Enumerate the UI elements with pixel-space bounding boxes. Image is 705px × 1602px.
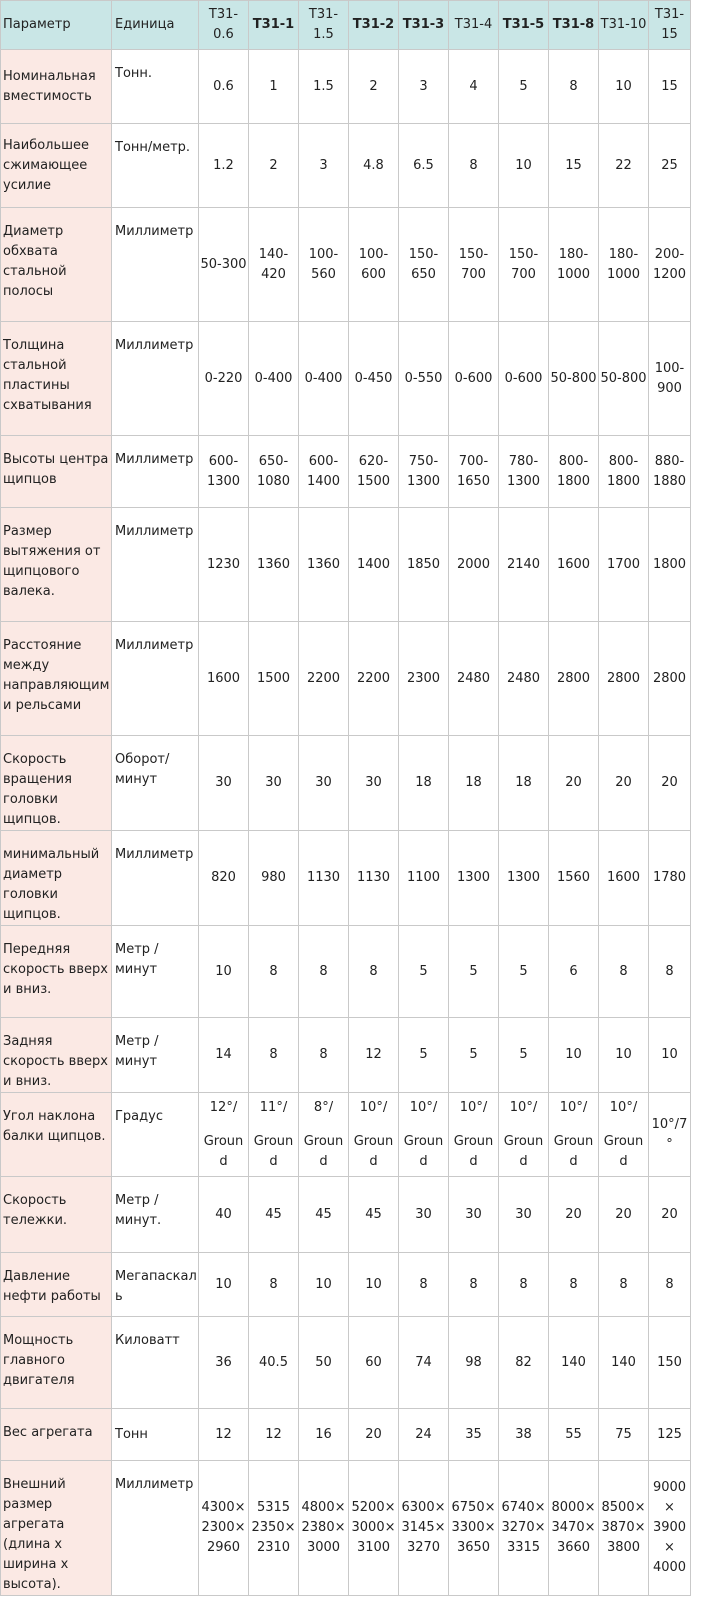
- row-param: Внешний размер агрегата (длина x ширина x высота).: [1, 1461, 112, 1596]
- row-param: Диаметр обхвата стальной полосы: [1, 208, 112, 322]
- row-value: 100-600: [349, 208, 399, 322]
- angle-value: 10°/: [509, 1099, 538, 1115]
- table-row: [1, 322, 691, 436]
- row-value: 20: [599, 736, 649, 831]
- header-model: T31-5: [499, 1, 549, 50]
- row-value: [399, 1093, 449, 1177]
- row-value: 800-1800: [599, 436, 649, 508]
- row-value: 1600: [199, 622, 249, 736]
- row-value: 8: [499, 1253, 549, 1317]
- row-value: 35: [449, 1409, 499, 1461]
- row-value: 1500: [249, 622, 299, 736]
- angle-reference: Ground: [553, 1133, 594, 1169]
- row-param: Высоты центра щипцов: [1, 436, 112, 508]
- row-value: 5200× 3000× 3100: [349, 1461, 399, 1596]
- angle-value: 10°/: [409, 1099, 438, 1115]
- row-value: 1130: [299, 831, 349, 926]
- row-value: 140: [599, 1317, 649, 1409]
- header-param: Параметр: [1, 1, 112, 50]
- table-row: [1, 622, 691, 736]
- row-value: 5: [499, 926, 549, 1018]
- table-row: [1, 1253, 691, 1317]
- row-param: Номинальная вместимость: [1, 50, 112, 124]
- row-value: 8: [449, 1253, 499, 1317]
- row-value: 3: [299, 124, 349, 208]
- row-value: 1130: [349, 831, 399, 926]
- row-value: 2480: [499, 622, 549, 736]
- header-model: T31-4: [449, 1, 499, 50]
- row-value: 1600: [549, 508, 599, 622]
- row-param: Скорость вращения головки щипцов.: [1, 736, 112, 831]
- angle-reference: Ground: [203, 1133, 244, 1169]
- angle-value: 10°/: [559, 1099, 588, 1115]
- row-value: 16: [299, 1409, 349, 1461]
- table-row: [1, 736, 691, 831]
- row-value: 30: [399, 1177, 449, 1253]
- row-value: 8: [249, 926, 299, 1018]
- row-value: 1600: [599, 831, 649, 926]
- row-value: 40: [199, 1177, 249, 1253]
- angle-reference: Ground: [353, 1133, 394, 1169]
- table-row: [1, 926, 691, 1018]
- row-value: 125: [649, 1409, 691, 1461]
- row-unit: Тонн.: [112, 50, 199, 124]
- row-value: 82: [499, 1317, 549, 1409]
- row-value: 40.5: [249, 1317, 299, 1409]
- row-param: Толщина стальной пластины схватывания: [1, 322, 112, 436]
- row-param: Размер вытяжения от щипцового валека.: [1, 508, 112, 622]
- row-value: 880-1880: [649, 436, 691, 508]
- row-value: 45: [249, 1177, 299, 1253]
- row-value: 2200: [349, 622, 399, 736]
- row-value: 150-700: [449, 208, 499, 322]
- row-unit: Миллиметр: [112, 436, 199, 508]
- header-model: T31-3: [399, 1, 449, 50]
- row-value: 600-1300: [199, 436, 249, 508]
- row-value: 4.8: [349, 124, 399, 208]
- row-value: 2200: [299, 622, 349, 736]
- row-param: минимальный диаметр головки щипцов.: [1, 831, 112, 926]
- angle-reference: Ground: [403, 1133, 444, 1169]
- row-value: 38: [499, 1409, 549, 1461]
- table-row: [1, 508, 691, 622]
- row-value: 2: [349, 50, 399, 124]
- row-value: [449, 1093, 499, 1177]
- row-param: Наибольшее сжимающее усилие: [1, 124, 112, 208]
- table-row: [1, 1093, 691, 1177]
- row-value: 150: [649, 1317, 691, 1409]
- row-value: 2480: [449, 622, 499, 736]
- angle-reference: Ground: [453, 1133, 494, 1169]
- row-unit: Миллиметр: [112, 1461, 199, 1596]
- row-value: 15: [649, 50, 691, 124]
- header-model: T31-1.5: [299, 1, 349, 50]
- row-value: 8000× 3470× 3660: [549, 1461, 599, 1596]
- row-value: 600-1400: [299, 436, 349, 508]
- row-value: 18: [499, 736, 549, 831]
- row-value: 140-420: [249, 208, 299, 322]
- row-value: 20: [649, 736, 691, 831]
- row-value: 650-1080: [249, 436, 299, 508]
- row-value: 24: [399, 1409, 449, 1461]
- row-value: 5: [499, 50, 549, 124]
- row-value: 50-300: [199, 208, 249, 322]
- row-value: 5315 2350× 2310: [249, 1461, 299, 1596]
- row-value: 18: [449, 736, 499, 831]
- row-value: 8: [599, 1253, 649, 1317]
- row-value: 45: [349, 1177, 399, 1253]
- row-value: 60: [349, 1317, 399, 1409]
- row-value: 98: [449, 1317, 499, 1409]
- row-value: 1230: [199, 508, 249, 622]
- spec-table-body: [1, 50, 691, 1596]
- row-value: 4800× 2380× 3000: [299, 1461, 349, 1596]
- table-row: [1, 1018, 691, 1093]
- row-value: 1100: [399, 831, 449, 926]
- header-model: T31-10: [599, 1, 649, 50]
- row-value: 6: [549, 926, 599, 1018]
- row-value: 12: [249, 1409, 299, 1461]
- angle-reference: Ground: [503, 1133, 544, 1169]
- table-row: [1, 124, 691, 208]
- table-row: [1, 50, 691, 124]
- row-value: 1850: [399, 508, 449, 622]
- row-value: [199, 1093, 249, 1177]
- angle-reference: Ground: [253, 1133, 294, 1169]
- row-unit: Миллиметр: [112, 622, 199, 736]
- row-value: 8: [649, 926, 691, 1018]
- row-value: 20: [549, 736, 599, 831]
- row-value: 5: [399, 1018, 449, 1093]
- row-unit: Метр / минут: [112, 1018, 199, 1093]
- row-value: 0-600: [499, 322, 549, 436]
- table-row: [1, 831, 691, 926]
- row-value: 50-800: [549, 322, 599, 436]
- row-value: 2000: [449, 508, 499, 622]
- row-value: 12: [199, 1409, 249, 1461]
- row-value: 0-400: [249, 322, 299, 436]
- header-model: T31-1: [249, 1, 299, 50]
- row-value: 55: [549, 1409, 599, 1461]
- row-value: 2140: [499, 508, 549, 622]
- row-value: 200-1200: [649, 208, 691, 322]
- row-param: Давление нефти работы: [1, 1253, 112, 1317]
- row-value: 0-400: [299, 322, 349, 436]
- table-row: [1, 436, 691, 508]
- row-value: 5: [449, 1018, 499, 1093]
- row-value: 15: [549, 124, 599, 208]
- row-value: 1300: [449, 831, 499, 926]
- row-value: 22: [599, 124, 649, 208]
- row-unit: Мегапаскаль: [112, 1253, 199, 1317]
- row-param: Передняя скорость вверх и вниз.: [1, 926, 112, 1018]
- row-value: 140: [549, 1317, 599, 1409]
- row-value: 20: [599, 1177, 649, 1253]
- row-value: 8: [249, 1253, 299, 1317]
- row-unit: Киловатт: [112, 1317, 199, 1409]
- row-value: 100-560: [299, 208, 349, 322]
- row-value: 45: [299, 1177, 349, 1253]
- row-value: [599, 1093, 649, 1177]
- header-model: T31-0.6: [199, 1, 249, 50]
- row-param: Задняя скорость вверх и вниз.: [1, 1018, 112, 1093]
- row-value: 1780: [649, 831, 691, 926]
- row-value: 10: [199, 1253, 249, 1317]
- row-unit: Метр / минут: [112, 926, 199, 1018]
- row-value: 4: [449, 50, 499, 124]
- angle-reference: Ground: [603, 1133, 644, 1169]
- row-unit: Градус: [112, 1093, 199, 1177]
- row-unit: Тонн: [112, 1409, 199, 1461]
- header-unit: Единица: [112, 1, 199, 50]
- row-value: 620-1500: [349, 436, 399, 508]
- row-value: 5: [449, 926, 499, 1018]
- row-value: 1360: [299, 508, 349, 622]
- row-value: 3: [399, 50, 449, 124]
- table-row: [1, 1461, 691, 1596]
- row-value: 50-800: [599, 322, 649, 436]
- row-value: 8: [549, 50, 599, 124]
- angle-value: 10°/: [359, 1099, 388, 1115]
- row-value: 2: [249, 124, 299, 208]
- row-value: 1700: [599, 508, 649, 622]
- angle-value: 10°/: [609, 1099, 638, 1115]
- row-unit: Миллиметр: [112, 322, 199, 436]
- row-value: 8: [649, 1253, 691, 1317]
- row-value: 12: [349, 1018, 399, 1093]
- row-param: Угол наклона балки щипцов.: [1, 1093, 112, 1177]
- row-value: 2800: [599, 622, 649, 736]
- row-value: 14: [199, 1018, 249, 1093]
- angle-value: 12°/: [209, 1099, 238, 1115]
- row-value: 8: [349, 926, 399, 1018]
- angle-value: 8°/: [313, 1099, 334, 1115]
- table-row: [1, 1177, 691, 1253]
- row-value: 30: [349, 736, 399, 831]
- header-model: T31-2: [349, 1, 399, 50]
- row-value: 980: [249, 831, 299, 926]
- row-value: 180-1000: [599, 208, 649, 322]
- row-value: 1400: [349, 508, 399, 622]
- row-value: 8: [299, 926, 349, 1018]
- row-value: 50: [299, 1317, 349, 1409]
- row-value: 74: [399, 1317, 449, 1409]
- row-value: 0-220: [199, 322, 249, 436]
- row-value: 0.6: [199, 50, 249, 124]
- row-value: 6750× 3300× 3650: [449, 1461, 499, 1596]
- row-value: 8: [549, 1253, 599, 1317]
- row-value: 0-550: [399, 322, 449, 436]
- row-value: 8: [249, 1018, 299, 1093]
- table-row: [1, 1317, 691, 1409]
- row-unit: Миллиметр: [112, 831, 199, 926]
- row-value: 5: [499, 1018, 549, 1093]
- row-value: 180-1000: [549, 208, 599, 322]
- row-unit: Тонн/метр.: [112, 124, 199, 208]
- row-value: 8: [599, 926, 649, 1018]
- row-value: 75: [599, 1409, 649, 1461]
- row-value: 150-650: [399, 208, 449, 322]
- row-unit: Миллиметр: [112, 508, 199, 622]
- row-unit: Оборот/ минут: [112, 736, 199, 831]
- angle-reference: Ground: [303, 1133, 344, 1169]
- row-value: 6300× 3145× 3270: [399, 1461, 449, 1596]
- row-value: 8: [449, 124, 499, 208]
- row-value: 20: [349, 1409, 399, 1461]
- row-value: 20: [549, 1177, 599, 1253]
- row-value: 1: [249, 50, 299, 124]
- row-value: 800-1800: [549, 436, 599, 508]
- row-value: 780-1300: [499, 436, 549, 508]
- row-value: 2800: [549, 622, 599, 736]
- row-value: 6.5: [399, 124, 449, 208]
- table-row: [1, 208, 691, 322]
- row-value: 1800: [649, 508, 691, 622]
- row-value: 30: [249, 736, 299, 831]
- row-value: 1360: [249, 508, 299, 622]
- row-value: 100-900: [649, 322, 691, 436]
- row-value: 4300× 2300× 2960: [199, 1461, 249, 1596]
- row-value: 10: [299, 1253, 349, 1317]
- row-value: 2300: [399, 622, 449, 736]
- row-unit: Метр / минут.: [112, 1177, 199, 1253]
- row-value: 750-1300: [399, 436, 449, 508]
- row-value: 10: [649, 1018, 691, 1093]
- row-value: 1560: [549, 831, 599, 926]
- row-value: 10: [349, 1253, 399, 1317]
- row-value: 5: [399, 926, 449, 1018]
- row-value: 2800: [649, 622, 691, 736]
- row-value: 30: [449, 1177, 499, 1253]
- row-value: 10: [599, 1018, 649, 1093]
- row-value: 8500× 3870× 3800: [599, 1461, 649, 1596]
- row-param: Мощность главного двигателя: [1, 1317, 112, 1409]
- angle-value: 10°/: [459, 1099, 488, 1115]
- row-value: [499, 1093, 549, 1177]
- row-unit: Миллиметр: [112, 208, 199, 322]
- row-value: 10: [199, 926, 249, 1018]
- row-value: [349, 1093, 399, 1177]
- row-param: Расстояние между направляющими рельсами: [1, 622, 112, 736]
- row-value: 0-450: [349, 322, 399, 436]
- row-value: 36: [199, 1317, 249, 1409]
- row-value: 10: [549, 1018, 599, 1093]
- row-value: 150-700: [499, 208, 549, 322]
- row-value: 20: [649, 1177, 691, 1253]
- row-value: 8: [299, 1018, 349, 1093]
- header-row: [1, 1, 691, 50]
- angle-value: 11°/: [259, 1099, 288, 1115]
- row-value: 30: [299, 736, 349, 831]
- row-value: 1.2: [199, 124, 249, 208]
- row-value: 0-600: [449, 322, 499, 436]
- row-value: [299, 1093, 349, 1177]
- row-value: 18: [399, 736, 449, 831]
- row-value: [549, 1093, 599, 1177]
- row-value: 10°/7°: [649, 1093, 691, 1177]
- row-value: [249, 1093, 299, 1177]
- row-value: 9000× 3900× 4000: [649, 1461, 691, 1596]
- row-value: 8: [399, 1253, 449, 1317]
- row-value: 6740× 3270× 3315: [499, 1461, 549, 1596]
- row-value: 820: [199, 831, 249, 926]
- row-value: 700-1650: [449, 436, 499, 508]
- header-model: T31-8: [549, 1, 599, 50]
- row-value: 1.5: [299, 50, 349, 124]
- row-value: 30: [499, 1177, 549, 1253]
- row-param: Скорость тележки.: [1, 1177, 112, 1253]
- row-value: 30: [199, 736, 249, 831]
- row-value: 25: [649, 124, 691, 208]
- row-value: 1300: [499, 831, 549, 926]
- table-row: [1, 1409, 691, 1461]
- header-model: T31-15: [649, 1, 691, 50]
- row-param: Вес агрегата: [1, 1409, 112, 1461]
- row-value: 10: [599, 50, 649, 124]
- row-value: 10: [499, 124, 549, 208]
